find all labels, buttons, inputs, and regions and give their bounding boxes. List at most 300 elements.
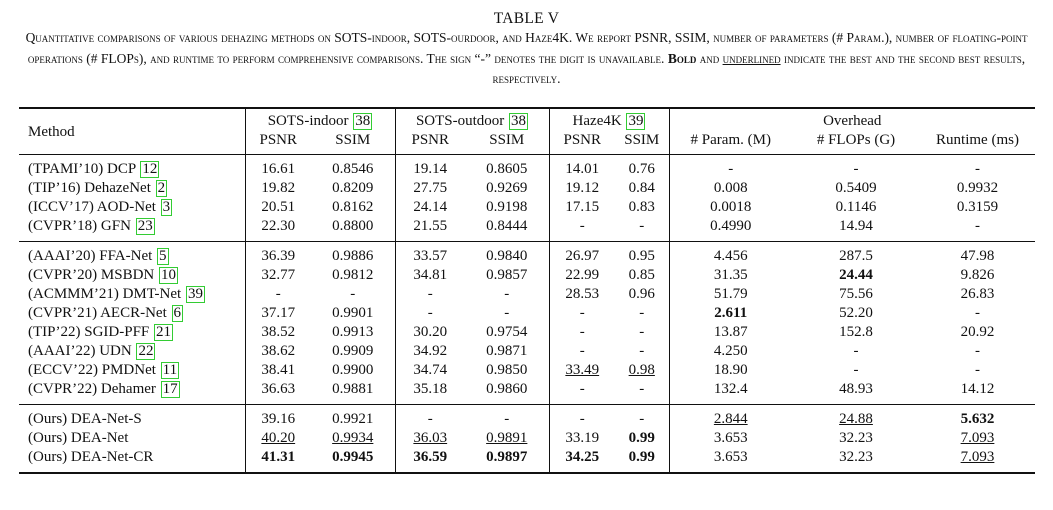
citation-ref[interactable]: 38 <box>355 112 371 129</box>
value-cell <box>395 217 465 242</box>
cell-value: - <box>350 285 356 302</box>
results-table <box>19 107 1035 474</box>
value-cell <box>615 448 669 473</box>
citation-ref[interactable]: 3 <box>162 198 171 215</box>
value-cell <box>465 304 549 323</box>
cell-value: - <box>504 410 510 427</box>
value-cell <box>669 380 792 405</box>
cell-value: 22.30 <box>261 217 296 234</box>
cell-value: 0.9886 <box>332 247 374 264</box>
value-cell <box>792 304 920 323</box>
value-cell <box>792 323 920 342</box>
cell-value: 26.97 <box>565 247 600 264</box>
value-cell <box>311 323 395 342</box>
cell-value: 287.5 <box>839 247 873 264</box>
method-name: (AAAI’20) FFA-Net <box>28 247 153 264</box>
value-cell <box>245 361 311 380</box>
value-cell <box>792 448 920 473</box>
value-cell <box>311 448 395 473</box>
method-cell <box>19 361 245 380</box>
header-param: # Param. (M) <box>669 131 792 155</box>
cell-value: - <box>579 323 585 340</box>
cell-value: - <box>639 217 645 234</box>
value-cell <box>311 380 395 405</box>
cell-value: - <box>504 304 510 321</box>
caption-text <box>6 28 1047 90</box>
cell-value: 33.57 <box>413 247 448 264</box>
value-cell <box>465 448 549 473</box>
table-row <box>19 154 1035 179</box>
cell-value: 40.20 <box>261 429 296 446</box>
value-cell <box>669 429 792 448</box>
citation-ref[interactable]: 12 <box>142 160 158 177</box>
cell-value: - <box>639 323 645 340</box>
cell-value: - <box>639 304 645 321</box>
cell-value: 0.98 <box>628 361 655 378</box>
method-name: (ICCV’17) AOD-Net <box>28 198 156 215</box>
cell-value: 9.826 <box>960 266 995 283</box>
cell-value: 0.9909 <box>332 342 374 359</box>
value-cell <box>920 323 1035 342</box>
method-cell <box>19 198 245 217</box>
value-cell <box>920 217 1035 242</box>
table-row <box>19 217 1035 242</box>
value-cell <box>669 217 792 242</box>
cell-value: 0.9901 <box>332 304 374 321</box>
citation-ref[interactable]: 17 <box>162 380 178 397</box>
cell-value: 34.25 <box>565 448 600 465</box>
value-cell <box>465 241 549 266</box>
value-cell <box>395 323 465 342</box>
table-row <box>19 304 1035 323</box>
value-cell <box>395 179 465 198</box>
value-cell <box>792 404 920 429</box>
value-cell <box>465 429 549 448</box>
header-ssim: SSIM <box>311 131 395 155</box>
value-cell <box>549 285 615 304</box>
cell-value: - <box>639 410 645 427</box>
cell-value: - <box>853 342 859 359</box>
cell-value: 39.16 <box>261 410 296 427</box>
method-name: (TIP’22) SGID-PFF <box>28 323 150 340</box>
cell-value: 0.99 <box>628 429 655 446</box>
method-cell <box>19 154 245 179</box>
cell-value: 36.63 <box>261 380 296 397</box>
citation-ref[interactable]: 5 <box>159 247 167 264</box>
cell-value: 24.44 <box>839 266 873 283</box>
value-cell <box>395 304 465 323</box>
table-row <box>19 429 1035 448</box>
citation-ref[interactable]: 39 <box>628 112 644 129</box>
cell-value: 0.1146 <box>835 198 877 215</box>
cell-value: 51.79 <box>713 285 748 302</box>
cell-value: 0.9891 <box>486 429 528 446</box>
cell-value: 0.76 <box>628 160 655 177</box>
value-cell <box>920 380 1035 405</box>
value-cell <box>245 323 311 342</box>
cell-value: 32.23 <box>839 429 873 446</box>
value-cell <box>549 448 615 473</box>
cell-value: - <box>504 285 510 302</box>
cell-value: 0.85 <box>628 266 655 283</box>
method-cell <box>19 404 245 429</box>
header-psnr: PSNR <box>549 131 615 155</box>
citation-ref[interactable]: 23 <box>137 217 153 234</box>
value-cell <box>920 266 1035 285</box>
cell-value: - <box>639 342 645 359</box>
value-cell <box>920 241 1035 266</box>
table-row <box>19 179 1035 198</box>
value-cell <box>920 179 1035 198</box>
value-cell <box>311 154 395 179</box>
cell-value: - <box>853 160 859 177</box>
cell-value: 0.8605 <box>486 160 528 177</box>
value-cell <box>920 361 1035 380</box>
value-cell <box>395 429 465 448</box>
method-cell <box>19 241 245 266</box>
header-overhead: Overhead <box>669 108 1035 131</box>
method-name: (AAAI’22) UDN <box>28 342 132 359</box>
header-sots-outdoor: SOTS-outdoor 38 <box>395 108 549 131</box>
method-cell <box>19 179 245 198</box>
table-row <box>19 380 1035 405</box>
value-cell <box>549 217 615 242</box>
table-row <box>19 342 1035 361</box>
value-cell <box>245 241 311 266</box>
table-row <box>19 285 1035 304</box>
value-cell <box>245 404 311 429</box>
table-number: TABLE V <box>493 10 560 27</box>
value-cell <box>615 361 669 380</box>
value-cell <box>395 361 465 380</box>
value-cell <box>792 342 920 361</box>
cell-value: 0.9269 <box>486 179 528 196</box>
cell-value: - <box>579 380 585 397</box>
value-cell <box>311 217 395 242</box>
value-cell <box>245 154 311 179</box>
caption-text-c: indicate the best and the second best results, respectively. <box>492 50 1026 86</box>
value-cell <box>920 404 1035 429</box>
caption-text-a: Quantitative comparisons of various dehazing methods on SOTS-indoor, SOTS-ourdoor, and Haze4K. We report PSNR, SSIM, number of parameters (# Param.), number of floating-point operations (# FLOPs), and runtime to perform comprehensive comparisons. The sign “-” denotes the digit is unavailable. <box>25 30 1028 66</box>
value-cell <box>245 217 311 242</box>
cell-value: 32.23 <box>839 448 873 465</box>
cell-value: 0.84 <box>628 179 655 196</box>
cell-value: 0.9900 <box>332 361 374 378</box>
cell-value: - <box>579 410 585 427</box>
cell-value: 0.83 <box>628 198 655 215</box>
cell-value: - <box>975 342 980 359</box>
caption-bold-word: Bold <box>667 50 697 66</box>
value-cell <box>245 179 311 198</box>
value-cell <box>615 380 669 405</box>
cell-value: 52.20 <box>839 304 873 321</box>
header-psnr: PSNR <box>245 131 311 155</box>
cell-value: 0.95 <box>628 247 655 264</box>
value-cell <box>669 154 792 179</box>
cell-value: 31.35 <box>713 266 748 283</box>
value-cell <box>549 241 615 266</box>
cell-value: 38.62 <box>261 342 296 359</box>
value-cell <box>395 380 465 405</box>
value-cell <box>311 266 395 285</box>
cell-value: - <box>579 342 585 359</box>
cell-value: 2.611 <box>714 304 748 321</box>
cell-value: 0.3159 <box>956 198 999 215</box>
method-cell <box>19 342 245 361</box>
cell-value: 16.61 <box>261 160 296 177</box>
value-cell <box>465 380 549 405</box>
method-cell <box>19 429 245 448</box>
cell-value: 0.9860 <box>486 380 528 397</box>
value-cell <box>669 179 792 198</box>
value-cell <box>549 198 615 217</box>
citation-ref[interactable]: 39 <box>187 285 203 302</box>
cell-value: - <box>728 160 734 177</box>
citation-ref[interactable]: 11 <box>162 361 178 378</box>
value-cell <box>311 361 395 380</box>
value-cell <box>549 404 615 429</box>
cell-value: 21.55 <box>413 217 448 234</box>
method-name: (CVPR’18) GFN <box>28 217 131 234</box>
cell-value: 0.4990 <box>710 217 752 234</box>
value-cell <box>465 198 549 217</box>
table-row <box>19 361 1035 380</box>
value-cell <box>669 361 792 380</box>
method-cell <box>19 304 245 323</box>
citation-ref[interactable]: 10 <box>161 266 177 283</box>
value-cell <box>245 429 311 448</box>
cell-value: - <box>639 380 645 397</box>
value-cell <box>465 285 549 304</box>
value-cell <box>549 304 615 323</box>
method-name: (Ours) DEA-Net-S <box>28 410 142 427</box>
header-flops: # FLOPs (G) <box>792 131 920 155</box>
value-cell <box>549 429 615 448</box>
method-cell <box>19 266 245 285</box>
cell-value: 24.88 <box>839 410 873 427</box>
method-cell <box>19 323 245 342</box>
method-cell <box>19 285 245 304</box>
cell-value: 0.9754 <box>486 323 528 340</box>
table-row <box>19 404 1035 429</box>
value-cell <box>615 404 669 429</box>
group-classic <box>19 154 1035 241</box>
method-name: (CVPR’20) MSBDN <box>28 266 155 283</box>
table-row <box>19 266 1035 285</box>
cell-value: 0.9913 <box>332 323 374 340</box>
cell-value: 2.844 <box>713 410 748 427</box>
cell-value: 20.51 <box>261 198 296 215</box>
cell-value: 0.9897 <box>486 448 528 465</box>
cell-value: 0.96 <box>628 285 655 302</box>
cell-value: 0.008 <box>713 179 748 196</box>
cell-value: 0.9812 <box>332 266 374 283</box>
cell-value: 33.49 <box>565 361 600 378</box>
cell-value: 37.17 <box>261 304 296 321</box>
value-cell <box>245 266 311 285</box>
cell-value: 35.18 <box>413 380 448 397</box>
group-ours <box>19 404 1035 473</box>
cell-value: 0.8546 <box>332 160 374 177</box>
value-cell <box>615 342 669 361</box>
cell-value: 14.12 <box>960 380 995 397</box>
value-cell <box>465 266 549 285</box>
cell-value: 34.92 <box>413 342 448 359</box>
cell-value: 0.99 <box>628 448 655 465</box>
cell-value: 27.75 <box>413 179 448 196</box>
value-cell <box>395 342 465 361</box>
cell-value: 0.8162 <box>332 198 374 215</box>
value-cell <box>395 404 465 429</box>
cell-value: 20.92 <box>960 323 995 340</box>
cell-value: 0.9934 <box>332 429 374 446</box>
table-row <box>19 198 1035 217</box>
value-cell <box>311 241 395 266</box>
cell-value: 28.53 <box>565 285 600 302</box>
citation-ref[interactable]: 6 <box>173 304 181 321</box>
method-name: (TPAMI’10) DCP <box>28 160 136 177</box>
value-cell <box>792 154 920 179</box>
value-cell <box>311 285 395 304</box>
citation-ref[interactable]: 2 <box>157 179 166 196</box>
value-cell <box>615 179 669 198</box>
caption-underlined-word: underlined <box>722 50 781 66</box>
cell-value: 0.9932 <box>956 179 999 196</box>
cell-value: 0.9857 <box>486 266 528 283</box>
value-cell <box>245 342 311 361</box>
value-cell <box>245 285 311 304</box>
cell-value: 24.14 <box>413 198 448 215</box>
cell-value: - <box>975 304 980 321</box>
header-runtime: Runtime (ms) <box>920 131 1035 155</box>
value-cell <box>465 361 549 380</box>
table-row <box>19 448 1035 473</box>
value-cell <box>669 241 792 266</box>
value-cell <box>549 266 615 285</box>
value-cell <box>549 380 615 405</box>
value-cell <box>311 342 395 361</box>
cell-value: 0.8444 <box>486 217 528 234</box>
value-cell <box>792 198 920 217</box>
value-cell <box>465 404 549 429</box>
value-cell <box>615 285 669 304</box>
value-cell <box>669 198 792 217</box>
cell-value: 0.9881 <box>332 380 374 397</box>
value-cell <box>615 154 669 179</box>
header-psnr: PSNR <box>395 131 465 155</box>
value-cell <box>245 380 311 405</box>
cell-value: - <box>975 361 980 378</box>
cell-value: 19.82 <box>261 179 296 196</box>
cell-value: - <box>275 285 281 302</box>
cell-value: 4.456 <box>713 247 748 264</box>
value-cell <box>549 179 615 198</box>
value-cell <box>920 285 1035 304</box>
value-cell <box>669 342 792 361</box>
value-cell <box>465 323 549 342</box>
method-name: (Ours) DEA-Net-CR <box>28 448 154 465</box>
caption-text-b: and <box>696 50 723 66</box>
value-cell <box>792 179 920 198</box>
cell-value: - <box>427 410 433 427</box>
cell-value: 17.15 <box>565 198 600 215</box>
value-cell <box>465 342 549 361</box>
cell-value: 36.39 <box>261 247 296 264</box>
cell-value: - <box>427 304 433 321</box>
value-cell <box>792 266 920 285</box>
value-cell <box>311 304 395 323</box>
cell-value: 0.9921 <box>332 410 374 427</box>
cell-value: 14.94 <box>839 217 873 234</box>
cell-value: 75.56 <box>839 285 873 302</box>
value-cell <box>792 241 920 266</box>
citation-ref[interactable]: 21 <box>156 323 172 340</box>
value-cell <box>920 198 1035 217</box>
value-cell <box>920 154 1035 179</box>
cell-value: 3.653 <box>713 429 748 446</box>
value-cell <box>395 266 465 285</box>
value-cell <box>920 448 1035 473</box>
cell-value: 38.52 <box>261 323 296 340</box>
cell-value: 41.31 <box>261 448 296 465</box>
value-cell <box>615 217 669 242</box>
citation-ref[interactable]: 22 <box>138 342 154 359</box>
cell-value: 47.98 <box>960 247 995 264</box>
header-method: Method <box>19 108 245 155</box>
cell-value: 13.87 <box>713 323 748 340</box>
cell-value: 34.74 <box>413 361 448 378</box>
value-cell <box>311 198 395 217</box>
method-name: (ACMMM’21) DMT-Net <box>28 285 182 302</box>
value-cell <box>465 154 549 179</box>
value-cell <box>792 285 920 304</box>
method-cell <box>19 448 245 473</box>
value-cell <box>311 404 395 429</box>
cell-value: 18.90 <box>713 361 748 378</box>
value-cell <box>669 323 792 342</box>
value-cell <box>245 304 311 323</box>
cell-value: 0.9850 <box>486 361 528 378</box>
value-cell <box>549 361 615 380</box>
method-name: (CVPR’22) Dehamer <box>28 380 156 397</box>
table-header <box>19 108 1035 155</box>
citation-ref[interactable]: 38 <box>511 112 527 129</box>
value-cell <box>920 342 1035 361</box>
value-cell <box>395 198 465 217</box>
cell-value: 0.0018 <box>710 198 752 215</box>
value-cell <box>395 154 465 179</box>
value-cell <box>669 404 792 429</box>
value-cell <box>465 179 549 198</box>
value-cell <box>615 323 669 342</box>
value-cell <box>615 304 669 323</box>
method-name: (ECCV’22) PMDNet <box>28 361 156 378</box>
method-name: (Ours) DEA-Net <box>28 429 129 446</box>
value-cell <box>395 448 465 473</box>
method-name: (TIP’16) DehazeNet <box>28 179 151 196</box>
group-recent <box>19 241 1035 404</box>
cell-value: - <box>853 361 859 378</box>
table-row <box>19 241 1035 266</box>
value-cell <box>792 217 920 242</box>
value-cell <box>395 285 465 304</box>
cell-value: 22.99 <box>565 266 600 283</box>
value-cell <box>615 429 669 448</box>
value-cell <box>920 429 1035 448</box>
cell-value: 32.77 <box>261 266 296 283</box>
cell-value: 4.250 <box>713 342 748 359</box>
cell-value: 152.8 <box>839 323 873 340</box>
